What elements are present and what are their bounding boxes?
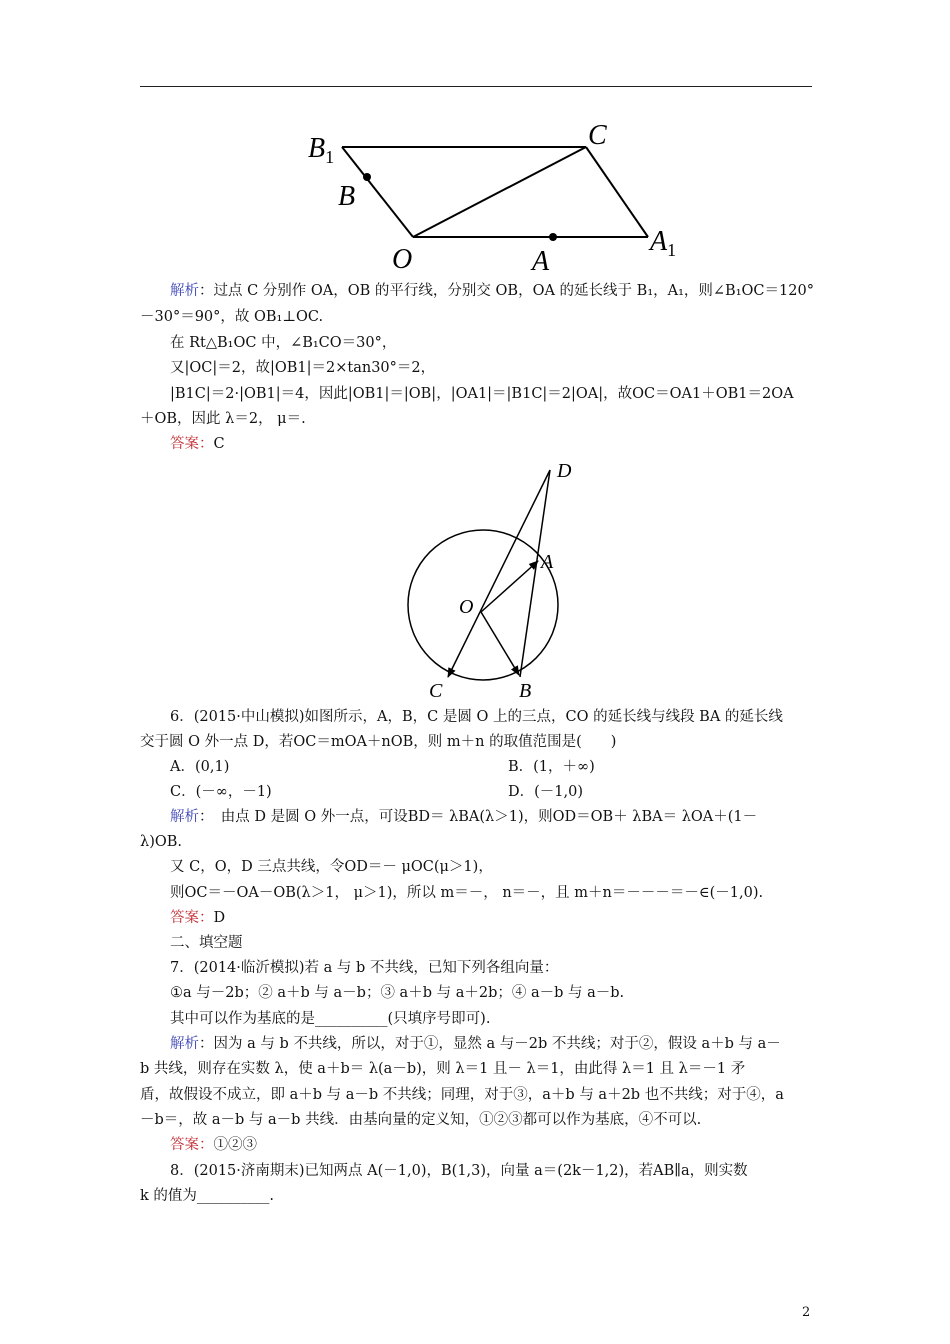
solution5-line-3: 在 Rt△B₁OC 中，∠B₁CO＝30°， xyxy=(170,335,397,351)
q6-option-c: C．(－∞，－1) xyxy=(170,784,272,800)
q7-answer: 答案：①②③ xyxy=(170,1137,257,1153)
solution6-line-1: 解析： 由点 D 是圆 O 外一点，可设BD＝ λBA(λ＞1)，则OD＝OB＋ λBA＝ λOA＋(1－ xyxy=(170,809,758,825)
label-a1: $A_1$ xyxy=(650,226,677,260)
q6-options-row-2 xyxy=(170,781,850,803)
q6-option-b: B．(1，＋∞) xyxy=(508,759,595,775)
solution5-line-2: －30°＝90°，故 OB₁⊥OC. xyxy=(140,309,324,325)
q8-line-1: 8．(2015·济南期末)已知两点 A(－1,0)，B(1,3)，向量 a＝(2k－1,2)，若AB∥a，则实数 xyxy=(170,1163,748,1179)
label-o: O xyxy=(459,596,474,618)
q6-line-2: 交于圆 O 外一点 D，若OC＝mOA＋nOB，则 m＋n 的取值范围是( ) xyxy=(140,734,617,750)
point-b-dot xyxy=(363,173,371,181)
label-b: B xyxy=(519,680,532,702)
vector-oa xyxy=(481,561,538,612)
q7-groups: ①a 与－2b；② a＋b 与 a－b；③ a＋b 与 a＋2b；④ a－b 与 a－b. xyxy=(170,985,625,1001)
label-o: O xyxy=(392,244,413,275)
point-a-dot xyxy=(549,233,557,241)
solution5-answer: 答案：C xyxy=(170,436,225,452)
label-b1: $B_1$ xyxy=(308,133,335,167)
solution5-line-4: 又|OC|＝2，故|OB1|＝2×tan30°＝2， xyxy=(170,360,436,376)
solution6-line-3: 又 C，O，D 三点共线，令OD＝－ μOC(μ＞1)， xyxy=(170,859,493,875)
q6-options-row-1 xyxy=(170,756,850,778)
circle-figure xyxy=(395,455,595,705)
vector-ob xyxy=(481,612,519,675)
header-rule xyxy=(140,86,812,87)
label-c: C xyxy=(588,120,607,151)
q6-option-d: D．(－1,0) xyxy=(508,784,583,800)
segment-o-c xyxy=(413,147,586,237)
q7-ask: 其中可以作为基底的是__________(只填序号即可). xyxy=(170,1011,491,1027)
label-b: B xyxy=(338,181,356,212)
q6-option-a: A．(0,1) xyxy=(170,759,230,775)
q7-stem: 7．(2014·临沂模拟)若 a 与 b 不共线，已知下列各组向量： xyxy=(170,960,559,976)
label-a: A xyxy=(532,246,550,277)
parallelogram-figure xyxy=(290,110,710,280)
q8-line-2: k 的值为__________. xyxy=(140,1188,275,1204)
q7-solution-line-4: －b＝，故 a－b 与 a－b 共线．由基向量的定义知，①②③都可以作为基底，④不可以. xyxy=(140,1112,702,1128)
solution6-line-2: λ)OB. xyxy=(140,834,182,850)
section2-title: 二、填空题 xyxy=(170,935,243,951)
q7-solution-line-1: 解析：因为 a 与 b 不共线，所以，对于①，显然 a 与－2b 不共线；对于②，假设 a＋b 与 a－ xyxy=(170,1036,781,1052)
segment-c-a1 xyxy=(586,147,648,237)
solution5-line-6: ＋OB，因此 λ＝2， μ＝. xyxy=(140,411,306,427)
solution5-line-5: |B1C|＝2·|OB1|＝4，因此|OB1|＝|OB|，|OA1|＝|B1C|＝2|OA|，故OC＝OA1＋OB1＝2OA xyxy=(170,386,794,402)
solution6-line-4: 则OC＝－OA－OB(λ＞1， μ＞1)，所以 m＝－， n＝－，且 m＋n＝－－－＝－∈(－1,0). xyxy=(170,885,764,901)
label-c: C xyxy=(429,680,443,702)
solution5-line-1: 解析：过点 C 分别作 OA，OB 的平行线，分别交 OB，OA 的延长线于 B₁，A₁，则∠B₁OC＝120° xyxy=(170,283,814,299)
solution6-answer: 答案：D xyxy=(170,910,226,926)
q7-solution-line-3: 盾，故假设不成立，即 a＋b 与 a－b 不共线；同理，对于③，a＋b 与 a＋2b 也不共线；对于④，a xyxy=(140,1087,784,1103)
label-d: D xyxy=(557,460,572,482)
page-number: 2 xyxy=(802,1305,811,1320)
q7-solution-line-2: b 共线，则存在实数 λ，使 a＋b＝ λ(a－b)，则 λ＝1 且－ λ＝1，由此得 λ＝1 且 λ＝－1 矛 xyxy=(140,1061,746,1077)
q6-line-1: 6．(2015·中山模拟)如图所示，A，B，C 是圆 O 上的三点，CO 的延长线与线段 BA 的延长线 xyxy=(170,709,783,725)
label-a: A xyxy=(541,551,554,573)
